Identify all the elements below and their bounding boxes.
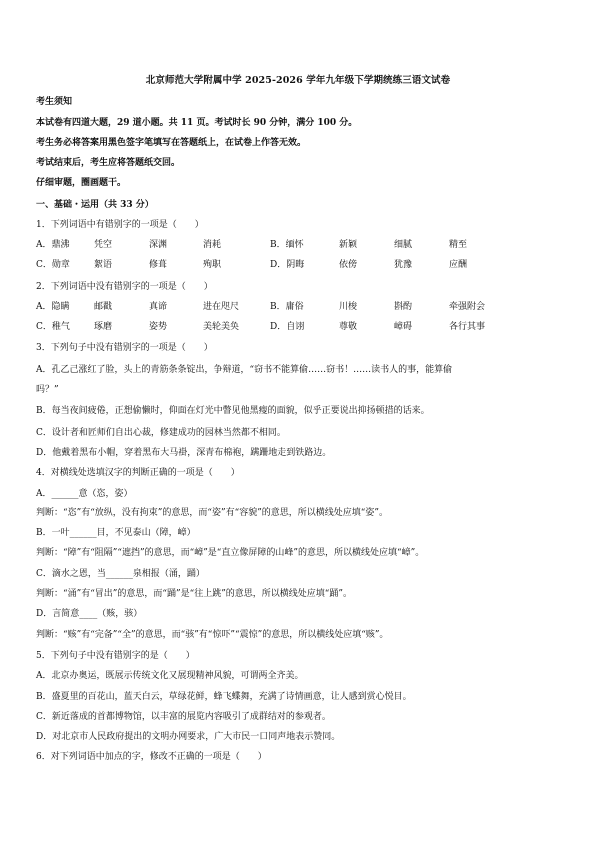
question-3-option-a-cont: 吗？” <box>36 385 59 395</box>
option-word: 应酬 <box>449 260 468 270</box>
option-word: 消耗 <box>203 240 222 250</box>
option-word: B．庸俗 <box>270 302 304 312</box>
notice-heading: 考生须知 <box>36 97 73 107</box>
question-4-judgement-d: 判断：“赅”有“完备”“全”的意思，而“骇”有“惊吓”“震惊”的意思，所以横线处应填“赅”。 <box>36 630 389 640</box>
question-4-option-c: C．滴水之恩，当______泉相报（涌，踊） <box>36 569 205 579</box>
option-word: 进在咫尺 <box>203 302 240 312</box>
question-4-stem: 4．对横线处选填汉字的判断正确的一项是（ ） <box>36 468 240 478</box>
option-word: A．鼎沸 <box>36 240 70 250</box>
option-word: 深渊 <box>149 240 168 250</box>
question-4-judgement-c: 判断：“涌”有“冒出”的意思，而“踊”是“往上跳”的意思，所以横线处应填“踊”。 <box>36 589 353 599</box>
question-2-stem: 2．下列词语中没有错别字的一项是（ ） <box>36 282 213 292</box>
option-word: C．勋章 <box>36 260 70 270</box>
notice-line: 仔细审题，圈画题干。 <box>36 178 127 188</box>
option-word: D．阴晦 <box>270 260 305 270</box>
option-word: 邮戳 <box>94 302 113 312</box>
question-2-options-ab <box>36 299 564 311</box>
question-3-option-c: C．设计者和匠师们自出心裁，修建成功的园林当然都不相同。 <box>36 428 286 438</box>
option-word: 殉职 <box>203 260 222 270</box>
question-3-option-b: B．每当夜间疲倦，正想偷懒时，仰面在灯光中瞥见他黑瘦的面貌，似乎正要说出抑扬顿措的话来。 <box>36 406 430 416</box>
question-4-judgement-b: 判断：“障”有“阻隔”“遮挡”的意思，而“嶂”是“直立像屏障的山峰”的意思，所以横线处应填“嶂”。 <box>36 548 425 558</box>
option-word: B．缅怀 <box>270 240 304 250</box>
question-1-stem: 1．下列词语中有错别字的一项是（ ） <box>36 220 204 230</box>
question-1-options-cd <box>36 257 564 269</box>
question-5-option-a: A．北京办奥运，既展示传统文化又展现精神风貌，可谓两全齐美。 <box>36 671 304 681</box>
question-6-stem: 6．对下列词语中加点的字，修改不正确的一项是（ ） <box>36 752 267 762</box>
notice-line: 考试结束后，考生应将答题纸交回。 <box>36 158 181 168</box>
question-4-option-d: D．言简意____（赅，骇） <box>36 609 143 619</box>
option-word: 依傍 <box>339 260 358 270</box>
notice-line: 考生务必将答案用黑色签字笔填写在答题纸上，在试卷上作答无效。 <box>36 138 307 148</box>
notice-line: 本试卷有四道大题，29 道小题。共 11 页。考试时长 90 分钟，满分 100 分。 <box>36 118 358 128</box>
option-word: 琢磨 <box>94 322 113 332</box>
question-5-stem: 5．下列句子中没有错别字的是（ ） <box>36 651 195 661</box>
question-4-option-a: A．______意（恣，姿） <box>36 489 133 499</box>
option-word: 真谛 <box>149 302 168 312</box>
option-word: 斟酌 <box>394 302 413 312</box>
option-word: C．稚气 <box>36 322 70 332</box>
option-word: 川梭 <box>339 302 358 312</box>
option-word: 尊敬 <box>339 322 358 332</box>
option-word: 美轮美奂 <box>203 322 240 332</box>
question-3-option-a: A．孔乙己涨红了脸，头上的青筋条条锭出，争辩道，“窃书不能算偷……窃书！……读书人的事，能算偷 <box>36 365 453 375</box>
question-3-stem: 3．下列句子中没有错别字的一项是（ ） <box>36 343 213 353</box>
question-4-option-b: B．一叶______目，不见泰山（障，嶂） <box>36 528 196 538</box>
section-heading: 一、基础・运用（共 33 分） <box>36 200 154 210</box>
option-word: 凭空 <box>94 240 113 250</box>
option-word: 牵强附会 <box>449 302 486 312</box>
option-word: 嶂碍 <box>394 322 413 332</box>
page-title: 北京师范大学附属中学 2025-2026 学年九年级下学期统练三语文试卷 <box>145 75 451 86</box>
option-word: 絮语 <box>94 260 113 270</box>
question-1-options-ab <box>36 237 564 249</box>
option-word: 姿势 <box>149 322 168 332</box>
question-2-options-cd <box>36 319 564 331</box>
option-word: 新颖 <box>339 240 358 250</box>
question-3-option-d: D．他戴着黑布小帽，穿着黑布大马褂，深青布棉袍，蹒跚地走到铁路边。 <box>36 448 332 458</box>
option-word: 细腻 <box>394 240 413 250</box>
question-5-option-b: B．盛夏里的百花山，蓝天白云，草绿花鲜，蜂飞蝶舞，充满了诗情画意，让人感到赏心悦目。 <box>36 692 412 702</box>
option-word: D．自诩 <box>270 322 305 332</box>
question-5-option-c: C．新近落成的首都博物馆，以丰富的展览内容吸引了成群结对的参观者。 <box>36 712 331 722</box>
option-word: A．隐瞒 <box>36 302 70 312</box>
option-word: 修葺 <box>149 260 168 270</box>
question-4-judgement-a: 判断：“恣”有“放纵，没有拘束”的意思，而“姿”有“容貌”的意思，所以横线处应填“姿”。 <box>36 508 389 518</box>
option-word: 犹豫 <box>394 260 413 270</box>
question-5-option-d: D．对北京市人民政府提出的文明办网要求，广大市民一口同声地表示赞同。 <box>36 732 341 742</box>
option-word: 精至 <box>449 240 468 250</box>
option-word: 各行其事 <box>449 322 486 332</box>
